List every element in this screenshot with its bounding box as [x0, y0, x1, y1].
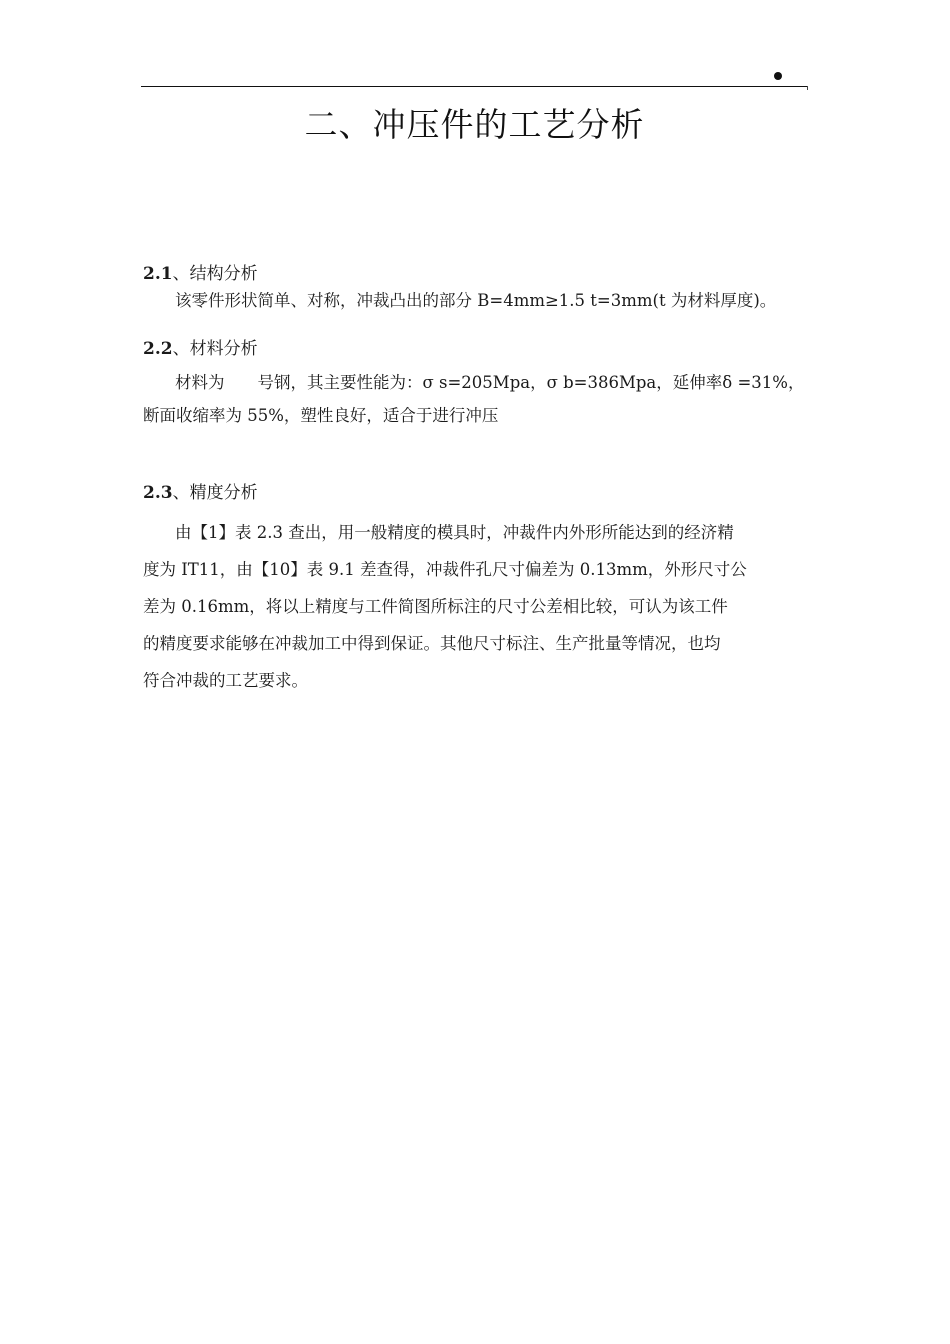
section-number: 2.1: [143, 264, 173, 284]
section-heading-2-2: [143, 337, 258, 361]
paragraph-line: 符合冲裁的工艺要求。: [143, 671, 308, 690]
section-heading-text: 、精度分析: [172, 483, 258, 503]
section-heading-2-3: [143, 481, 258, 505]
section-body-2-2: [143, 368, 811, 436]
section-number: 2.2: [143, 339, 173, 359]
paragraph-line: 的精度要求能够在冲裁加工中得到保证。其他尺寸标注、生产批量等情况，也均: [143, 634, 721, 653]
section-number: 2.3: [143, 483, 173, 503]
section-heading-text: 、结构分析: [172, 264, 258, 284]
section-body-2-1: [143, 288, 811, 314]
paragraph-line: 该零件形状简单、对称，冲裁凸出的部分 B=4mm≥1.5 t=3mm(t 为材料厚度)。: [175, 291, 777, 310]
header-bullet: [774, 72, 782, 80]
paragraph-line: 度为 IT11，由【10】表 9.1 差查得，冲裁件孔尺寸偏差为 0.13mm，外形尺寸公: [143, 560, 747, 579]
paragraph-line: 由【1】表 2.3 查出，用一般精度的模具时，冲裁件内外形所能达到的经济精: [175, 523, 734, 542]
paragraph-line: 断面收缩率为 55%，塑性良好，适合于进行冲压: [143, 406, 499, 425]
header-rule-tick: [807, 86, 808, 90]
header-rule: [141, 86, 808, 87]
paragraph-line: 差为 0.16mm，将以上精度与工件简图所标注的尺寸公差相比较，可认为该工件: [143, 597, 728, 616]
paragraph-line: 材料为 号钢，其主要性能为：σ s=205Mpa，σ b=386Mpa，延伸率δ =31%，: [175, 373, 805, 392]
section-heading-2-1: [143, 262, 258, 286]
page-title: 二、冲压件的工艺分析: [304, 105, 645, 144]
section-body-2-3: [143, 514, 811, 699]
section-heading-text: 、材料分析: [172, 339, 258, 359]
